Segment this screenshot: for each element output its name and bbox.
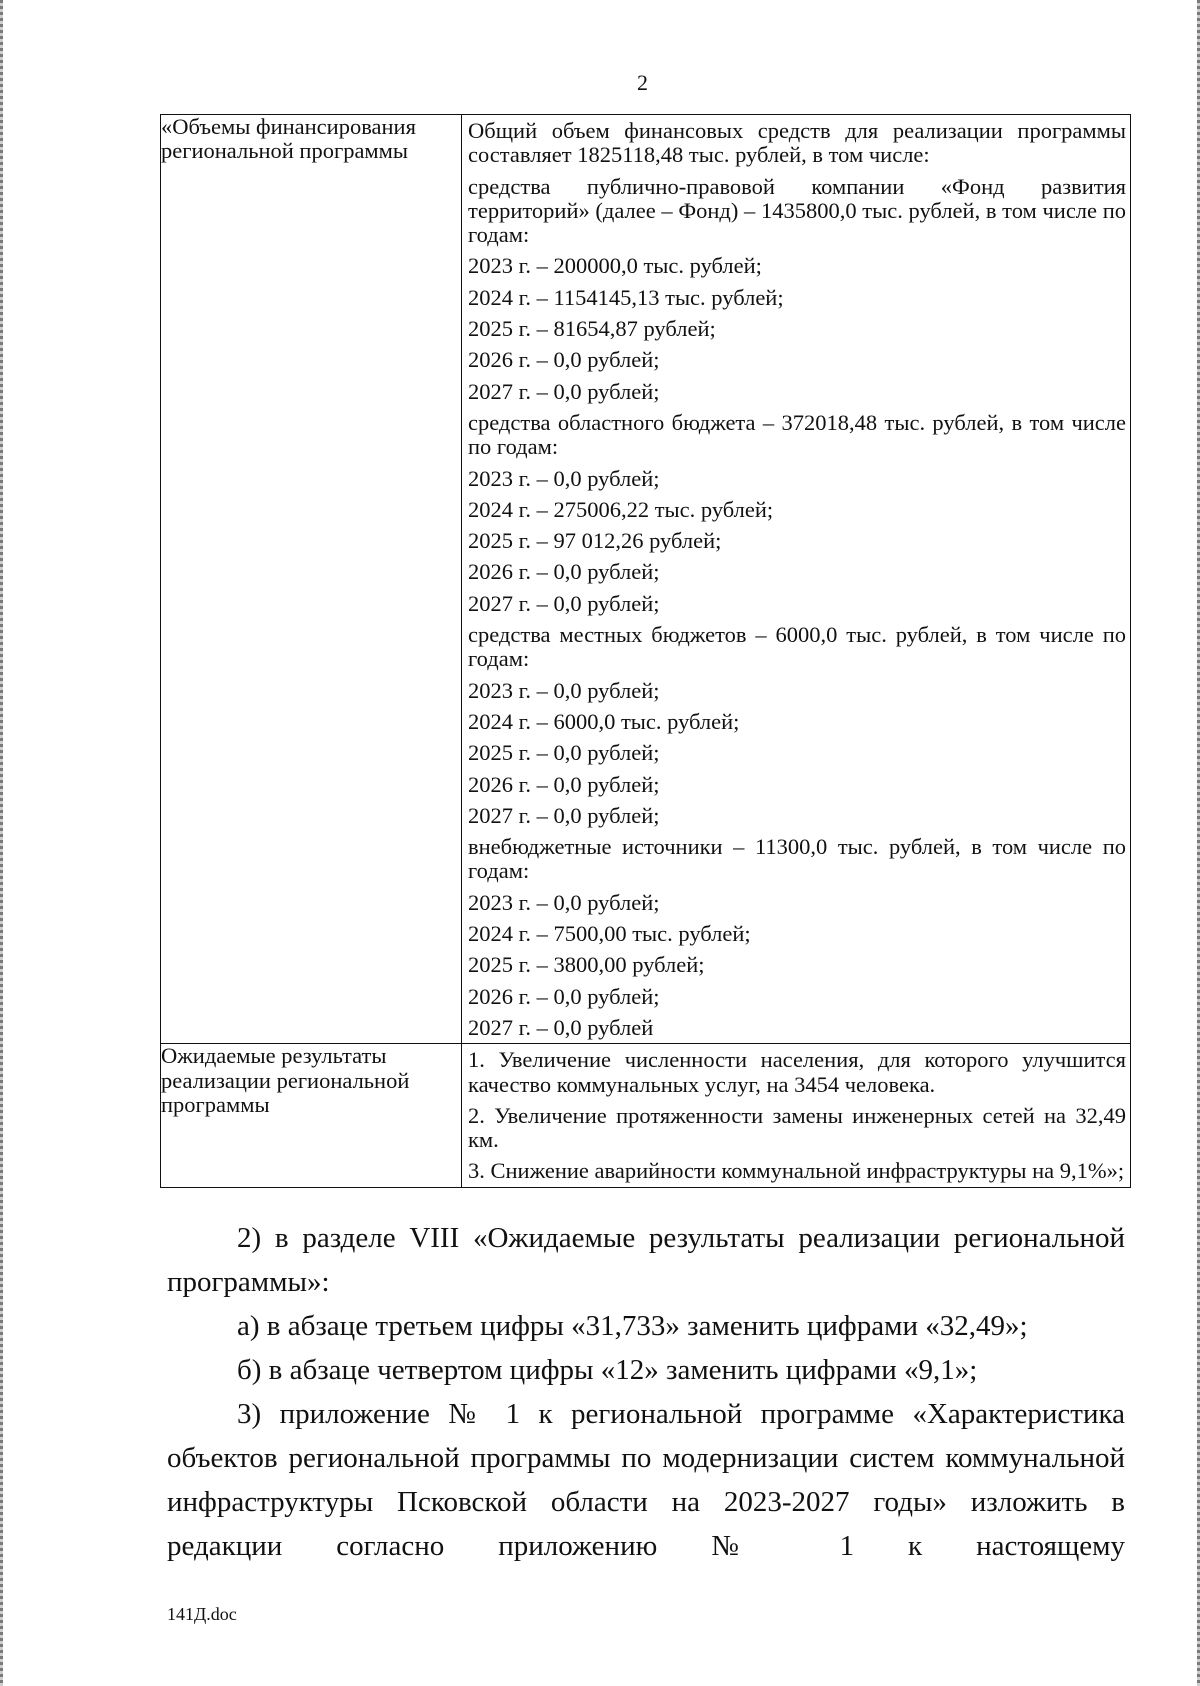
financing-value-cell xyxy=(462,115,1131,1044)
results-value-cell xyxy=(462,1044,1131,1187)
program-passport-table xyxy=(160,114,1131,1188)
scan-edge-left xyxy=(0,0,3,1686)
financing-line: 2026 г. – 0,0 рублей; xyxy=(468,347,660,373)
financing-line: внебюджетные источники – 11300,0 тыс. рублей, в том числе по годам: xyxy=(468,834,1126,884)
financing-line: 2027 г. – 0,0 рублей xyxy=(468,1014,654,1040)
footer-filename: 141Д.doc xyxy=(167,1604,237,1624)
financing-line: 2024 г. – 7500,00 тыс. рублей; xyxy=(468,921,751,947)
paragraph-appendix-1: 3) приложение № 1 к региональной программе «Характеристика объектов региональной программы по модернизации систем коммунальной инфраструктуры Псковской области на 2023-2027 годы» изложить в редакции согласно приложению № 1 к настоящему xyxy=(167,1398,1125,1562)
financing-line: 2023 г. – 0,0 рублей; xyxy=(468,677,660,703)
financing-line: 2023 г. – 0,0 рублей; xyxy=(468,889,660,915)
results-label-cell xyxy=(161,1044,462,1187)
financing-line: 2027 г. – 0,0 рублей; xyxy=(468,590,660,616)
table-row-expected-results xyxy=(161,1044,1131,1187)
financing-line: 2023 г. – 200000,0 тыс. рублей; xyxy=(468,253,762,279)
financing-line: 2025 г. – 81654,87 рублей; xyxy=(468,316,716,342)
financing-line: средства областного бюджета – 372018,48 тыс. рублей, в том числе по годам: xyxy=(468,409,1126,460)
table-row-financing xyxy=(161,115,1131,1044)
financing-line: 2026 г. – 0,0 рублей; xyxy=(468,771,660,797)
financing-line: Общий объем финансовых средств для реализации программы составляет 1825118,48 тыс. рублей, в том числе: xyxy=(468,118,1126,168)
paragraph-subitem-b: б) в абзаце четвертом цифры «12» заменить цифрами «9,1»; xyxy=(237,1354,978,1386)
financing-line: 2024 г. – 275006,22 тыс. рублей; xyxy=(468,496,774,522)
financing-line: 2024 г. – 1154145,13 тыс. рублей; xyxy=(468,284,784,310)
paragraph-subitem-a: а) в абзаце третьем цифры «31,733» заменить цифрами «32,49»; xyxy=(237,1310,1028,1342)
financing-line: 2026 г. – 0,0 рублей; xyxy=(468,983,660,1009)
row-label-line: программы xyxy=(161,1091,270,1117)
page-number: 2 xyxy=(637,70,648,95)
paragraph-section-viii: 2) в разделе VIII «Ожидаемые результаты реализации региональной программы»: xyxy=(167,1222,1125,1298)
row-label-line: «Объемы финансирования xyxy=(161,114,416,139)
amendment-text xyxy=(167,1216,1125,1568)
financing-line: 2025 г. – 0,0 рублей; xyxy=(468,740,660,766)
financing-line: 2024 г. – 6000,0 тыс. рублей; xyxy=(468,708,740,734)
financing-line: 2026 г. – 0,0 рублей; xyxy=(468,559,660,585)
row-label-line: реализации региональной xyxy=(161,1067,410,1093)
financing-label-cell xyxy=(161,115,462,1044)
financing-line: 2027 г. – 0,0 рублей; xyxy=(468,802,660,828)
result-item: 1. Увеличение численности населения, для которого улучшится качество коммунальных услуг, на 3454 человека. xyxy=(468,1047,1126,1097)
financing-line: средства публично-правовой компании «Фонд развития территорий» (далее – Фонд) – 1435800,0 тыс. рублей, в том числе по годам: xyxy=(468,173,1126,248)
row-label-line: региональной программы xyxy=(161,138,409,164)
row-label-line: Ожидаемые результаты xyxy=(161,1043,387,1069)
financing-line: 2023 г. – 0,0 рублей; xyxy=(468,465,660,491)
result-item: 3. Снижение аварийности коммунальной инфраструктуры на 9,1%»; xyxy=(468,1158,1125,1184)
financing-line: 2025 г. – 3800,00 рублей; xyxy=(468,952,705,978)
financing-line: 2025 г. – 97 012,26 рублей; xyxy=(468,528,722,554)
result-item: 2. Увеличение протяженности замены инженерных сетей на 32,49 км. xyxy=(468,1102,1126,1153)
financing-line: 2027 г. – 0,0 рублей; xyxy=(468,378,660,404)
financing-line: средства местных бюджетов – 6000,0 тыс. рублей, в том числе по годам: xyxy=(468,622,1126,672)
